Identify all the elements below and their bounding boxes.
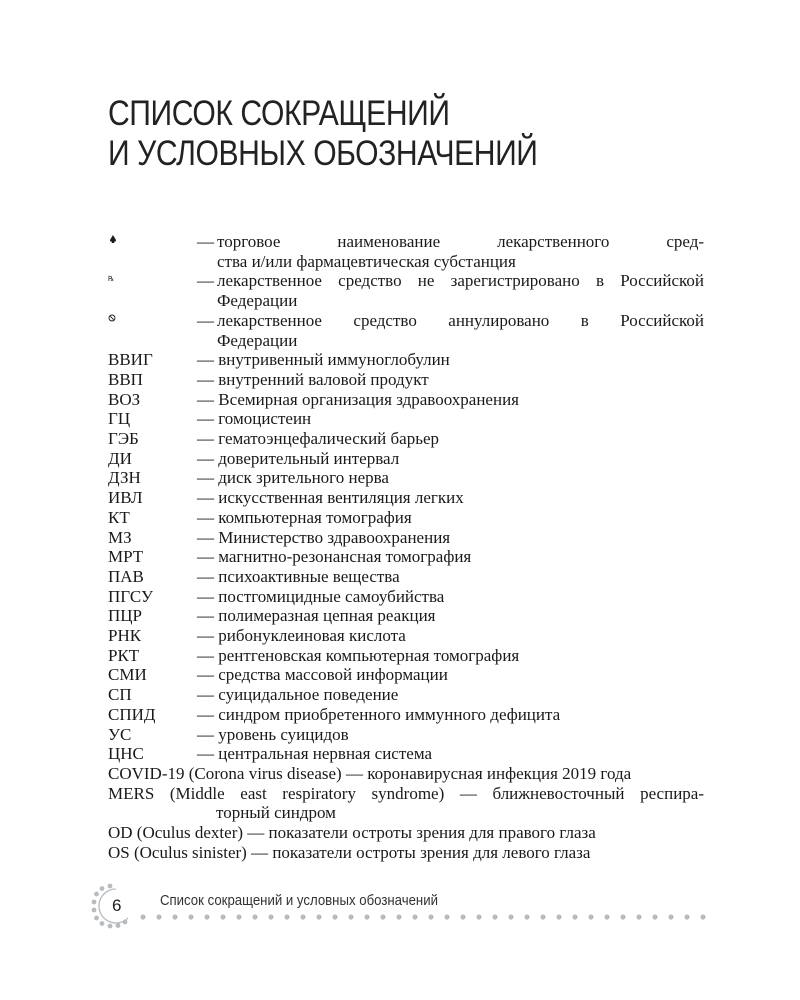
abbreviation-definition: — внутривенный иммуноглобулин [197,350,450,370]
running-head: Список сокращений и условных обозначений [160,892,438,909]
definition-text: лекарственное средство аннулировано в Российской [217,310,704,330]
abbreviation-definition: — компьютерная томография [197,507,412,527]
abbreviation: МЗ [108,527,132,547]
symbol-definition [197,232,704,271]
annulled-mark-icon [108,311,197,331]
symbol-row [108,232,704,271]
abbreviation: КТ [108,507,130,527]
abbreviation-row [108,685,704,705]
definition-text: торговое наименование лекарственного сред- [217,232,704,251]
abbreviation: СП [108,685,132,705]
abbreviation: РКТ [108,645,140,665]
abbreviation-definition: — гомоцистеин [197,409,312,429]
latin-abbreviation-row [108,843,704,863]
definition-text-continued: ства и/или фармацевтическая субстанция [217,251,516,271]
abbreviation: СМИ [108,665,147,685]
abbreviation-row [108,587,704,607]
symbol-definition [197,271,704,310]
definition-dash: — [197,271,214,291]
abbreviation-row [108,488,704,508]
symbol-definition [197,311,704,350]
abbreviation: ВВИГ [108,350,153,370]
abbreviation-definition: — центральная нервная система [197,744,433,764]
abbreviation-definition: — магнитно-резонансная томография [197,547,472,567]
abbreviation-definition: — рентгеновская компьютерная томография [197,645,520,665]
page-title-line-1: СПИСОК СОКРАЩЕНИЙ [108,94,450,133]
abbreviation: ГЦ [108,409,131,429]
abbreviation-row [108,429,704,449]
abbreviation: РНК [108,626,142,646]
abbreviation: ДИ [108,448,132,468]
abbreviation-row [108,646,704,666]
abbreviation-row [108,567,704,587]
symbol-row [108,311,704,350]
abbreviation-row [108,468,704,488]
abbreviation-row [108,626,704,646]
dotted-rule-ornament-icon [138,912,708,922]
abbreviation: ДЗН [108,468,141,488]
abbreviation-row [108,409,704,429]
definition-text-continued: Федерации [217,291,298,311]
abbreviation-row [108,725,704,745]
abbreviation-definition: — рибонуклеиновая кислота [197,626,406,646]
abbreviation: ГЭБ [108,429,139,449]
abbreviation-definition: — постгомицидные самоубийства [197,586,445,606]
abbreviation-definition: — суицидальное поведение [197,685,399,705]
abbreviation-row [108,705,704,725]
abbreviation: УС [108,724,132,744]
abbreviation-row [108,528,704,548]
abbreviation-definition: — диск зрительного нерва [197,468,389,488]
page-title [108,94,537,174]
abbreviation-definition: — полимеразная цепная реакция [197,606,436,626]
latin-abbreviation-row [108,823,704,843]
abbreviation-definition: — уровень суицидов [197,724,349,744]
abbreviation-definition: — средства массовой информации [197,665,448,685]
abbreviation-row [108,547,704,567]
spade-mark-icon [108,232,197,252]
not-registered-mark-icon [108,271,197,291]
latin-abbreviation-text: OD (Oculus dexter) — показатели остроты зрения для правого глаза [108,823,596,843]
page-footer [90,882,710,942]
abbreviation-definition: — гематоэнцефалический барьер [197,429,440,449]
abbreviation-row [108,606,704,626]
abbreviation: СПИД [108,704,156,724]
abbreviation-row [108,744,704,764]
abbreviation-row [108,370,704,390]
definition-dash: — [197,310,214,330]
abbreviation: ПАВ [108,566,144,586]
latin-abbreviation-text: MERS (Middle east respiratory syndrome) — ближневосточный респира- [108,783,704,803]
abbreviation-definition: — искусственная вентиляция легких [197,488,464,508]
abbreviation-list [108,232,704,863]
symbol-row [108,271,704,310]
abbreviation: ИВЛ [108,488,143,508]
abbreviation: ПЦР [108,606,143,626]
abbreviation-row [108,508,704,528]
abbreviation-definition: — внутренний валовой продукт [197,369,429,389]
abbreviation: МРТ [108,547,144,567]
latin-abbreviation-row [108,784,704,823]
abbreviation-row [108,350,704,370]
latin-abbreviation-row [108,764,704,784]
latin-abbreviation-text: OS (Oculus sinister) — показатели остроты зрения для левого глаза [108,842,591,862]
abbreviation-definition: — доверительный интервал [197,448,400,468]
abbreviation-definition: — Министерство здравоохранения [197,527,451,547]
abbreviation: ВОЗ [108,389,141,409]
abbreviation-row [108,390,704,410]
abbreviation: ПГСУ [108,586,154,606]
abbreviation-row [108,665,704,685]
svg-text:℞: ℞ [108,275,115,284]
abbreviation-definition: — синдром приобретенного иммунного дефицита [197,704,561,724]
abbreviation: ВВП [108,369,143,389]
abbreviation: ЦНС [108,744,144,764]
abbreviation-definition: — психоактивные вещества [197,566,400,586]
page-number: 6 [112,896,122,915]
abbreviation-row [108,449,704,469]
definition-dash: — [197,232,214,251]
page-title-line-2: И УСЛОВНЫХ ОБОЗНАЧЕНИЙ [108,134,538,173]
definition-text-continued: Федерации [217,330,298,350]
abbreviation-definition: — Всемирная организация здравоохранения [197,389,519,409]
definition-text: лекарственное средство не зарегистрировано в Российской [217,271,704,291]
latin-abbreviation-text: COVID-19 (Corona virus disease) — коронавирусная инфекция 2019 года [108,763,632,783]
latin-abbreviation-text-continued: торный синдром [216,803,336,823]
